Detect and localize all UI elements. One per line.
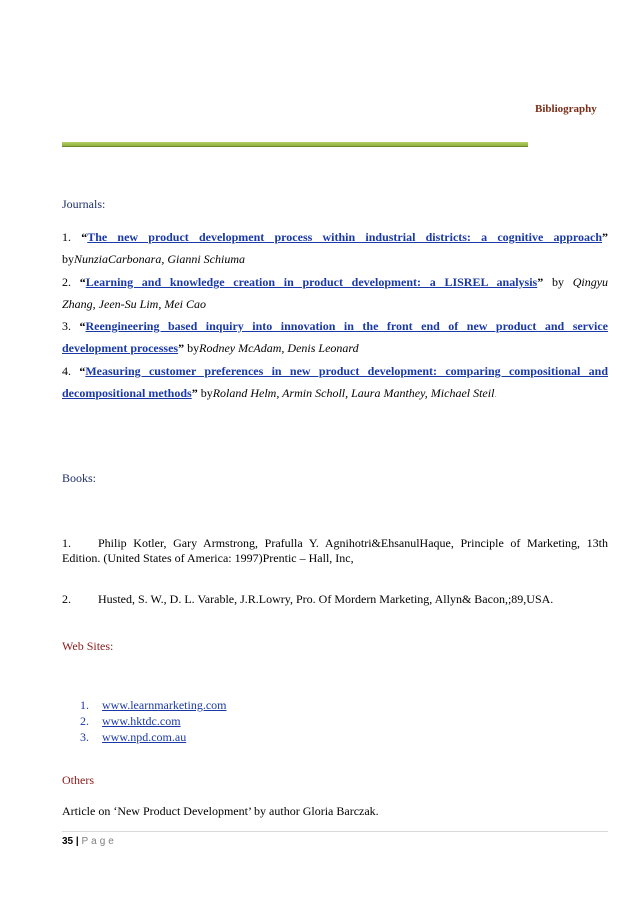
page-label: Page [81,836,117,847]
list-item [80,713,227,729]
book-entry-2 [62,592,608,607]
authors: Rodney McAdam, Denis Leonard [199,341,359,355]
books-heading: Books: [62,471,97,485]
page-heading: Bibliography [535,103,597,115]
others-heading: Others [62,773,94,787]
journal-title-link[interactable]: development processes [62,341,179,355]
entry-number: 1. [80,698,89,712]
entry-number: 3. [80,730,89,744]
book-entry-1 [62,536,608,566]
journal-entry-2: 2. “Learning and knowledge creation in product development: a LISREL analysis” by Qingyu [62,275,609,289]
entry-number: 1. [62,536,71,550]
journal-entry-2-authors [62,295,608,313]
authors: Qingyu [572,275,609,289]
entry-number: 2. [62,592,71,606]
website-link[interactable]: www.npd.com.au [102,730,187,744]
journal-title-link[interactable]: Learning and knowledge creation in product development: a LISREL analysis [85,275,538,289]
entry-number: 2. [62,275,71,289]
journal-title-link[interactable]: Measuring customer preferences in new product development: comparing compositional and [85,364,608,378]
entry-number: 1. [62,230,71,244]
page-number: 35 [62,836,74,847]
authors: Roland Helm, Armin Scholl, Laura Manthey, Michael Steil [212,386,495,400]
journal-entry-4: 4. “Measuring customer preferences in new product development: comparing compositional and [62,364,608,378]
entry-number: 4. [62,364,71,378]
list-item [80,697,227,713]
journals-heading: Journals: [62,197,106,211]
entry-number: 3. [62,319,71,333]
web-sites-heading: Web Sites: [62,639,114,653]
heading-divider [62,142,528,147]
journal-title-link[interactable]: Reengineering based inquiry into innovation in the front end of new product and service [85,319,608,333]
entry-number: 2. [80,714,89,728]
journal-title-link[interactable]: decompositional methods [62,386,192,400]
website-link[interactable]: www.learnmarketing.com [102,698,227,712]
website-link[interactable]: www.hktdc.com [102,714,181,728]
page-footer [62,836,117,847]
footer-divider [62,831,608,832]
web-sites-list [80,697,227,745]
authors: Zhang, Jeen-Su Lim, Mei Cao [62,297,206,311]
authors: NunziaCarbonara, Gianni Schiuma [74,252,246,266]
book-citation: Husted, S. W., D. L. Varable, J.R.Lowry, Pro. Of Mordern Marketing, Allyn& Bacon,;89,USA. [98,592,554,606]
journal-entry-4-cont: decompositional methods” byRoland Helm, Armin Scholl, Laura Manthey, Michael Steil. [62,386,497,400]
book-citation: Philip Kotler, Gary Armstrong, Prafulla Y. Agnihotri&EhsanulHaque, Principle of Marketing, 13th Edition. (United States of America: 1997)Prentic – Hall, Inc, [62,536,608,565]
journal-entry-1: 1. “The new product development process within industrial districts: a cognitive approach” [62,230,609,244]
journal-entry-3-cont: development processes” byRodney McAdam, Denis Leonard [62,341,359,355]
journal-entry-1-authors: byNunziaCarbonara, Gianni Schiuma [62,252,246,266]
journal-title-link[interactable]: The new product development process within industrial districts: a cognitive approach [87,230,603,244]
journal-entry-3: 3. “Reengineering based inquiry into innovation in the front end of new product and service [62,319,608,333]
footer-separator: | [75,836,79,847]
list-item [80,729,227,745]
others-citation: Article on ‘New Product Development’ by author Gloria Barczak. [62,804,379,818]
